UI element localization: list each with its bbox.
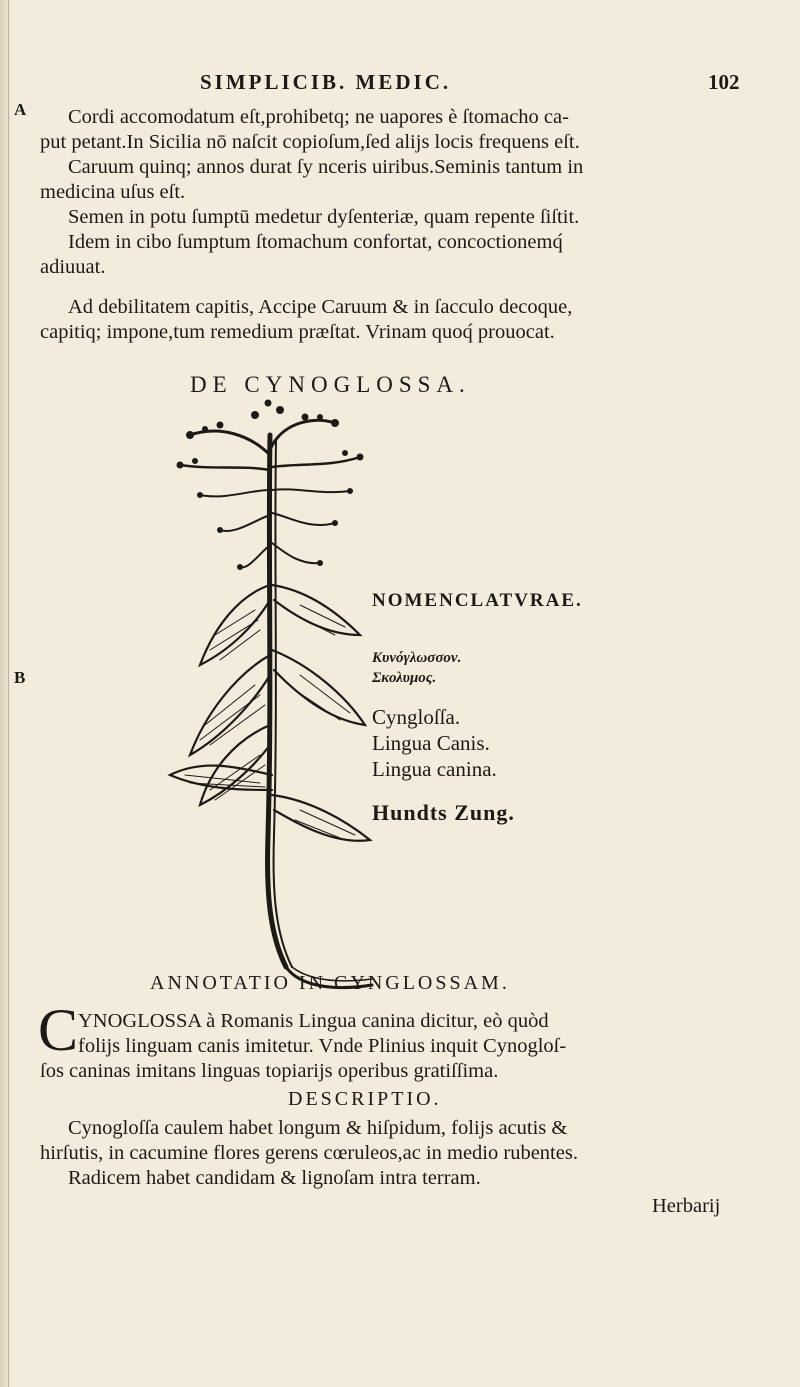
nomenclature-heading: NOMENCLATVRAE. — [372, 590, 583, 611]
body-line-4: medicina uſus eſt. — [40, 181, 186, 203]
body-line-1: Cordi accomodatum eſt,prohibetq; ne uapores è ſtomacho ca- — [68, 106, 569, 128]
margin-letter-a: A — [14, 100, 27, 119]
catchword: Herbarij — [652, 1195, 721, 1217]
descriptio-line-3: Radicem habet candidam & lignoſam intra terram. — [68, 1167, 481, 1189]
body-line-8: Ad debilitatem capitis, Accipe Caruum & in ſacculo decoque, — [68, 296, 573, 318]
gutter-line — [8, 0, 9, 1387]
cynoglossa-woodcut-icon — [160, 395, 375, 995]
folio-number: 102 — [708, 70, 740, 94]
margin-letter-b: B — [14, 668, 26, 687]
nomenclature-latin-2: Lingua Canis. — [372, 731, 490, 755]
annotatio-line-1: YNOGLOSSA à Romanis Lingua canina dicitur, eò quòd — [78, 1010, 549, 1032]
descriptio-line-2: hirſutis, in cacumine flores gerens cœruleos,ac in medio rubentes. — [40, 1142, 578, 1164]
nomenclature-greek-1: Κυνόγλωσσον. — [372, 650, 462, 666]
nomenclature-greek-2: Σκολυμος. — [372, 670, 437, 686]
nomenclature-latin-3: Lingua canina. — [372, 757, 497, 781]
annotatio-line-2: folijs linguam canis imitetur. Vnde Plinius inquit Cynogloſ- — [78, 1035, 567, 1057]
running-head: SIMPLICIB. MEDIC. — [200, 70, 452, 94]
nomenclature-german: Hundts Zung. — [372, 800, 515, 825]
section-title: DE CYNOGLOSSA. — [190, 372, 471, 397]
body-line-5: Semen in potu ſumptū medetur dyſenteriæ, quam repente ſiſtit. — [68, 206, 580, 228]
body-line-9: capitiq; impone,tum remedium præſtat. Vrinam quoq́ prouocat. — [40, 321, 555, 343]
drop-cap-initial: C — [38, 997, 79, 1063]
annotatio-heading: ANNOTATIO IN CYNGLOSSAM. — [150, 972, 510, 994]
descriptio-heading: DESCRIPTIO. — [288, 1088, 442, 1110]
body-line-3: Caruum quinq; annos durat ſy nceris uiribus.Seminis tantum in — [68, 156, 584, 178]
body-line-2: put petant.In Sicilia nō naſcit copioſum,ſed alijs locis frequens eſt. — [40, 131, 580, 153]
body-line-7: adiuuat. — [40, 256, 106, 278]
descriptio-line-1: Cynogloſſa caulem habet longum & hiſpidum, folijs acutis & — [68, 1117, 568, 1139]
body-line-6: Idem in cibo ſumptum ſtomachum confortat, concoctionemq́ — [68, 231, 563, 253]
annotatio-line-3: ſos caninas imitans linguas topiarijs operibus gratiſſima. — [40, 1060, 499, 1082]
nomenclature-latin-1: Cyngloſſa. — [372, 705, 461, 729]
